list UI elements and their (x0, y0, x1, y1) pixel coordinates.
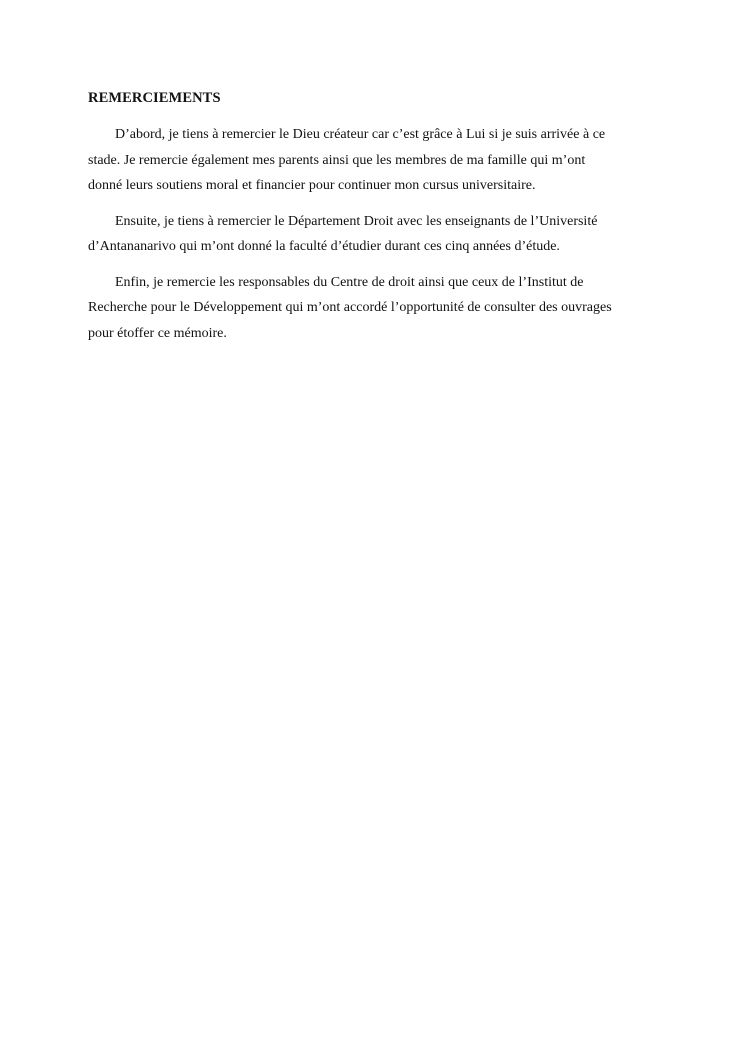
paragraph-line: Enfin, je remercie les responsables du Centre de droit ainsi que ceux de l’Institut de (115, 274, 584, 290)
paragraph-line: Recherche pour le Développement qui m’ont accordé l’opportunité de consulter des ouvrages (88, 300, 612, 315)
document-body (88, 88, 644, 356)
paragraph-3 (88, 270, 644, 347)
page-title: REMERCIEMENTS (88, 90, 221, 106)
paragraph-line: D’abord, je tiens à remercier le Dieu créateur car c’est grâce à Lui si je suis arrivée à ce (115, 127, 606, 142)
paragraph-line: donné leurs soutiens moral et financier pour continuer mon cursus universitaire. (88, 178, 536, 193)
paragraph-line: pour étoffer ce mémoire. (88, 325, 227, 341)
paragraph-2 (88, 209, 644, 260)
paragraph-line: stade. Je remercie également mes parents ainsi que les membres de ma famille qui m’ont (88, 152, 586, 168)
paragraph-line: d’Antananarivo qui m’ont donné la faculté d’étudier durant ces cinq années d’étude. (88, 239, 560, 254)
paragraph-line: Ensuite, je tiens à remercier le Département Droit avec les enseignants de l’Université (115, 213, 598, 229)
paragraph-1 (88, 122, 644, 199)
